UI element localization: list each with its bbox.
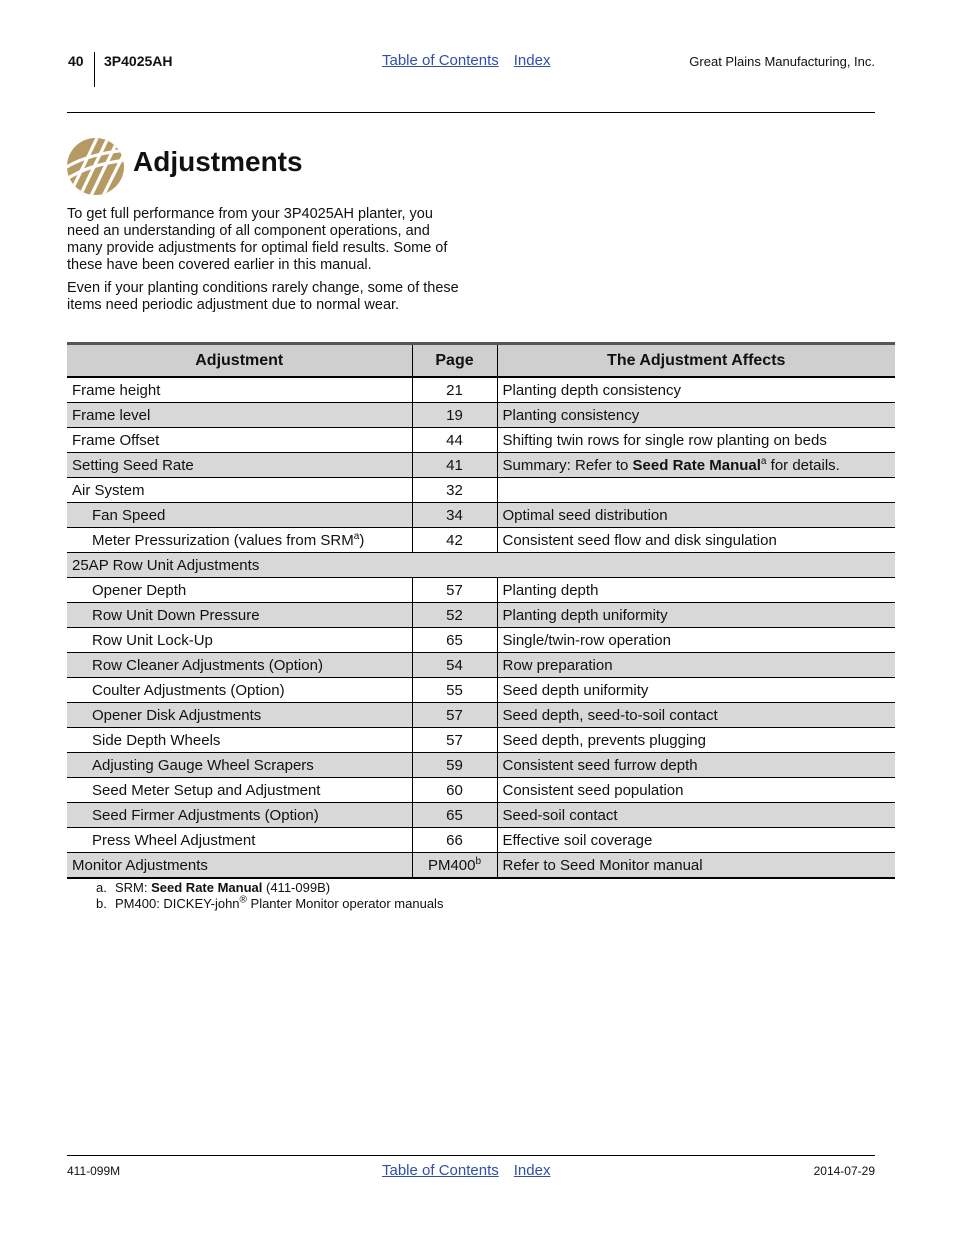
- affects-cell: Effective soil coverage: [497, 828, 895, 853]
- adjustment-cell: Opener Disk Adjustments: [67, 703, 412, 728]
- table-row: [67, 578, 895, 603]
- adjustment-cell: Press Wheel Adjustment: [67, 828, 412, 853]
- page-cell: 60: [412, 778, 497, 803]
- table-row: [67, 653, 895, 678]
- footnote-b-label: b.: [96, 896, 107, 911]
- adjustment-prefix: Meter Pressurization (values from SRM: [92, 531, 354, 549]
- table-row: [67, 377, 895, 403]
- table-row: [67, 603, 895, 628]
- affects-cell: Consistent seed flow and disk singulation: [497, 528, 895, 553]
- page-cell: [412, 853, 497, 879]
- affects-cell: Row preparation: [497, 653, 895, 678]
- footnote-a-label: a.: [96, 880, 107, 895]
- affects-cell: [497, 478, 895, 503]
- header-rule: [67, 112, 875, 113]
- affects-cell: Shifting twin rows for single row planting on beds: [497, 428, 895, 453]
- adjustment-cell: Air System: [67, 478, 412, 503]
- table-row: [67, 778, 895, 803]
- table-row: [67, 428, 895, 453]
- affects-cell: Single/twin-row operation: [497, 628, 895, 653]
- page-cell: 55: [412, 678, 497, 703]
- table-row: [67, 403, 895, 428]
- intro-paragraph-2: Even if your planting conditions rarely change, some of these items need periodic adjustment due to normal wear.: [67, 280, 459, 313]
- page-cell: 41: [412, 453, 497, 478]
- table-footnotes: [96, 880, 443, 912]
- page-title: Adjustments: [133, 146, 303, 177]
- table-row: [67, 453, 895, 478]
- page-cell: 44: [412, 428, 497, 453]
- adjustment-cell: [67, 528, 412, 553]
- adjustment-cell: Fan Speed: [67, 503, 412, 528]
- footer-table-of-contents-link[interactable]: Table of Contents: [382, 1162, 499, 1179]
- page-cell: 57: [412, 728, 497, 753]
- affects-cell: Planting depth: [497, 578, 895, 603]
- page-cell: 42: [412, 528, 497, 553]
- adjustment-cell: Frame height: [67, 377, 412, 403]
- footnote-b-suffix: Planter Monitor operator manuals: [246, 896, 444, 911]
- adjustment-cell: Coulter Adjustments (Option): [67, 678, 412, 703]
- affects-cell: [497, 453, 895, 478]
- page-value: PM400: [427, 856, 476, 874]
- seed-rate-manual-ref: Seed Rate Manual: [632, 456, 761, 474]
- page-cell: 59: [412, 753, 497, 778]
- table-row: [67, 678, 895, 703]
- adjustment-cell: Frame Offset: [67, 428, 412, 453]
- table-row: [67, 503, 895, 528]
- adjustment-cell: Setting Seed Rate: [67, 453, 412, 478]
- page-number: 40: [68, 53, 84, 69]
- footnote-b: [96, 896, 443, 912]
- table-of-contents-link[interactable]: Table of Contents: [382, 52, 499, 69]
- footnote-a-prefix: SRM:: [115, 880, 152, 895]
- footnote-a-marker: a: [353, 530, 360, 542]
- company-name: Great Plains Manufacturing, Inc.: [689, 54, 875, 69]
- document-code: 411-099M: [67, 1164, 121, 1178]
- great-plains-logo-icon: [67, 138, 124, 195]
- adjustment-cell: Side Depth Wheels: [67, 728, 412, 753]
- table-row: [67, 628, 895, 653]
- adjustment-cell: Opener Depth: [67, 578, 412, 603]
- adjustment-cell: Row Cleaner Adjustments (Option): [67, 653, 412, 678]
- document-date: 2014-07-29: [813, 1164, 875, 1178]
- affects-cell: Planting depth consistency: [497, 377, 895, 403]
- page-cell: 65: [412, 628, 497, 653]
- footer-index-link[interactable]: Index: [513, 1162, 551, 1179]
- adjustment-cell: Monitor Adjustments: [67, 853, 412, 879]
- affects-cell: Planting depth uniformity: [497, 603, 895, 628]
- intro-text: [67, 206, 463, 320]
- intro-paragraph-1: To get full performance from your 3P4025AH planter, you need an understanding of all component operations, and many provide adjustments for optimal field results. Some of these have been covered earlier in this manual.: [67, 206, 448, 273]
- adjustment-cell: Row Unit Lock-Up: [67, 628, 412, 653]
- page-cell: 65: [412, 803, 497, 828]
- header-page: Page: [412, 344, 497, 378]
- affects-cell: Seed-soil contact: [497, 803, 895, 828]
- table-row: [67, 753, 895, 778]
- page-cell: 57: [412, 578, 497, 603]
- affects-cell: Seed depth, seed-to-soil contact: [497, 703, 895, 728]
- header-divider: [94, 52, 95, 87]
- footer-rule: [67, 1155, 875, 1156]
- affects-cell: Seed depth uniformity: [497, 678, 895, 703]
- adjustment-cell: Row Unit Down Pressure: [67, 603, 412, 628]
- affects-cell: Consistent seed furrow depth: [497, 753, 895, 778]
- page-cell: 21: [412, 377, 497, 403]
- header-adjustment: Adjustment: [67, 344, 412, 378]
- adjustment-cell: Seed Firmer Adjustments (Option): [67, 803, 412, 828]
- table-row: [67, 528, 895, 553]
- adjustments-table: [67, 342, 895, 879]
- header-nav: [382, 52, 550, 69]
- footnote-b-marker: b: [475, 855, 482, 867]
- adjustment-cell: Seed Meter Setup and Adjustment: [67, 778, 412, 803]
- table-row: [67, 853, 895, 879]
- affects-cell: Consistent seed population: [497, 778, 895, 803]
- footnote-a-marker: a: [760, 455, 767, 467]
- model-number: 3P4025AH: [104, 53, 173, 69]
- page-cell: 54: [412, 653, 497, 678]
- footnote-a-suffix: (411-099B): [262, 880, 331, 895]
- affects-suffix: for details.: [766, 456, 840, 474]
- footnote-a: [96, 880, 443, 896]
- registered-mark: ®: [239, 894, 247, 906]
- table-row: [67, 703, 895, 728]
- adjustment-cell: Adjusting Gauge Wheel Scrapers: [67, 753, 412, 778]
- page-cell: 32: [412, 478, 497, 503]
- affects-cell: Seed depth, prevents plugging: [497, 728, 895, 753]
- adjustment-cell: Frame level: [67, 403, 412, 428]
- index-link[interactable]: Index: [513, 52, 551, 69]
- affects-prefix: Summary: Refer to: [502, 456, 633, 474]
- affects-cell: Refer to Seed Monitor manual: [497, 853, 895, 879]
- affects-cell: Optimal seed distribution: [497, 503, 895, 528]
- page-cell: 52: [412, 603, 497, 628]
- header-affects: The Adjustment Affects: [497, 344, 895, 378]
- table-row: [67, 803, 895, 828]
- page-cell: 57: [412, 703, 497, 728]
- page-cell: 34: [412, 503, 497, 528]
- table-row: [67, 478, 895, 503]
- footnote-b-prefix: PM400: DICKEY-john: [115, 896, 240, 911]
- table-section-row: [67, 553, 895, 578]
- page-cell: 66: [412, 828, 497, 853]
- adjustment-suffix: ): [359, 531, 365, 549]
- section-cell: 25AP Row Unit Adjustments: [67, 553, 895, 578]
- footer-nav: [382, 1162, 550, 1179]
- page-cell: 19: [412, 403, 497, 428]
- table-header-row: [67, 344, 895, 378]
- footnote-a-title: Seed Rate Manual: [151, 880, 263, 895]
- table-row: [67, 828, 895, 853]
- table-row: [67, 728, 895, 753]
- affects-cell: Planting consistency: [497, 403, 895, 428]
